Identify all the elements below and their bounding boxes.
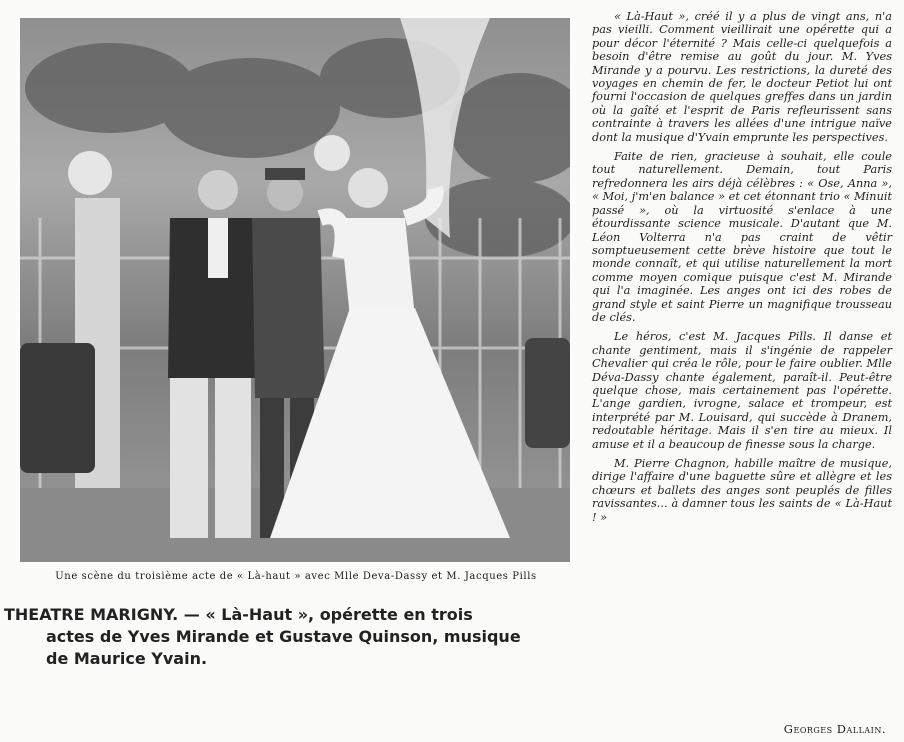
author-signature: Georges Dallain. (783, 722, 886, 736)
review-text-column (592, 10, 892, 530)
headline-line-2: actes de Yves Mirande et Gustave Quinson, musique (46, 627, 521, 646)
stage-photograph (20, 18, 570, 562)
actor-figure-left (168, 170, 265, 538)
headline-line-3: de Maurice Yvain. (46, 649, 208, 668)
article-headline (4, 604, 588, 670)
lamp-globe-center (314, 135, 350, 171)
photo-caption: Une scène du troisième acte de « Là-haut » avec Mlle Deva-Dassy et M. Jacques Pills (55, 571, 537, 582)
article-paragraph: « Là-Haut », créé il y a plus de vingt ans, n'a pas vieilli. Comment vieillirait une opérette qui a pour décor l'éternité ? Mais celle-ci quelquefois a besoin d'être remise au goût du jour. M. Yves Mirande y a pourvu. Les restrictions, la dureté des voyages en chemin de fer, le docteur Petiot lui ont fourni l'occasion de quelques greffes dans un jardin où la gaîté et l'esprit de Paris refleurissent sans contrainte à travers les allées d'une intrigue naïve dont la musique d'Yvain emprunte les perspectives. (592, 10, 892, 144)
article-paragraph: M. Pierre Chagnon, habille maître de musique, dirige l'affaire d'une baguette sûre et allègre et les chœurs et ballets des anges sont peuplés de filles ravissantes... à damner tous les saints de « Là-Haut ! » (592, 457, 892, 524)
dark-shrub-right (525, 338, 570, 448)
article-paragraph: Faite de rien, gracieuse à souhait, elle coule tout naturellement. Demain, tout Paris refredonnera les airs déjà célèbres : « Ose, Anna », « Moi, j'm'en balance » et cet étonnant trio « Minuit passé », où la virtuosité s'enlace à une étourdissante science musicale. D'autant que M. Léon Volterra n'a pas craint de vêtir somptueusement cette brève histoire que tout le monde connaît, et qui utilise naturellement la mort comme moyen comique puisque c'est M. Mirande qui l'a imaginée. Les anges ont ici des robes de grand style et saint Pierre un magnifique trousseau de clés. (592, 150, 892, 324)
headline-line-1: THEATRE MARIGNY. — « Là-Haut », opérette en trois (4, 605, 473, 624)
lamp-globe-left (68, 151, 112, 195)
dark-shrub-left (20, 343, 95, 473)
stage-scene-illustration (20, 18, 570, 562)
article-paragraph: Le héros, c'est M. Jacques Pills. Il danse et chante gentiment, mais il s'ingénie de rappeler Chevalier qui créa le rôle, pour le faire oublier. Mlle Déva-Dassy chante également, paraît-il. Peut-être quelque chose, mais certainement pas l'opérette. L'ange gardien, ivrogne, salace et trompeur, est interprété par M. Louisard, qui succède à Dranem, redoutable héritage. Mais il s'en tire au mieux. Il amuse et il a beaucoup de finesse sous la charge. (592, 330, 892, 451)
